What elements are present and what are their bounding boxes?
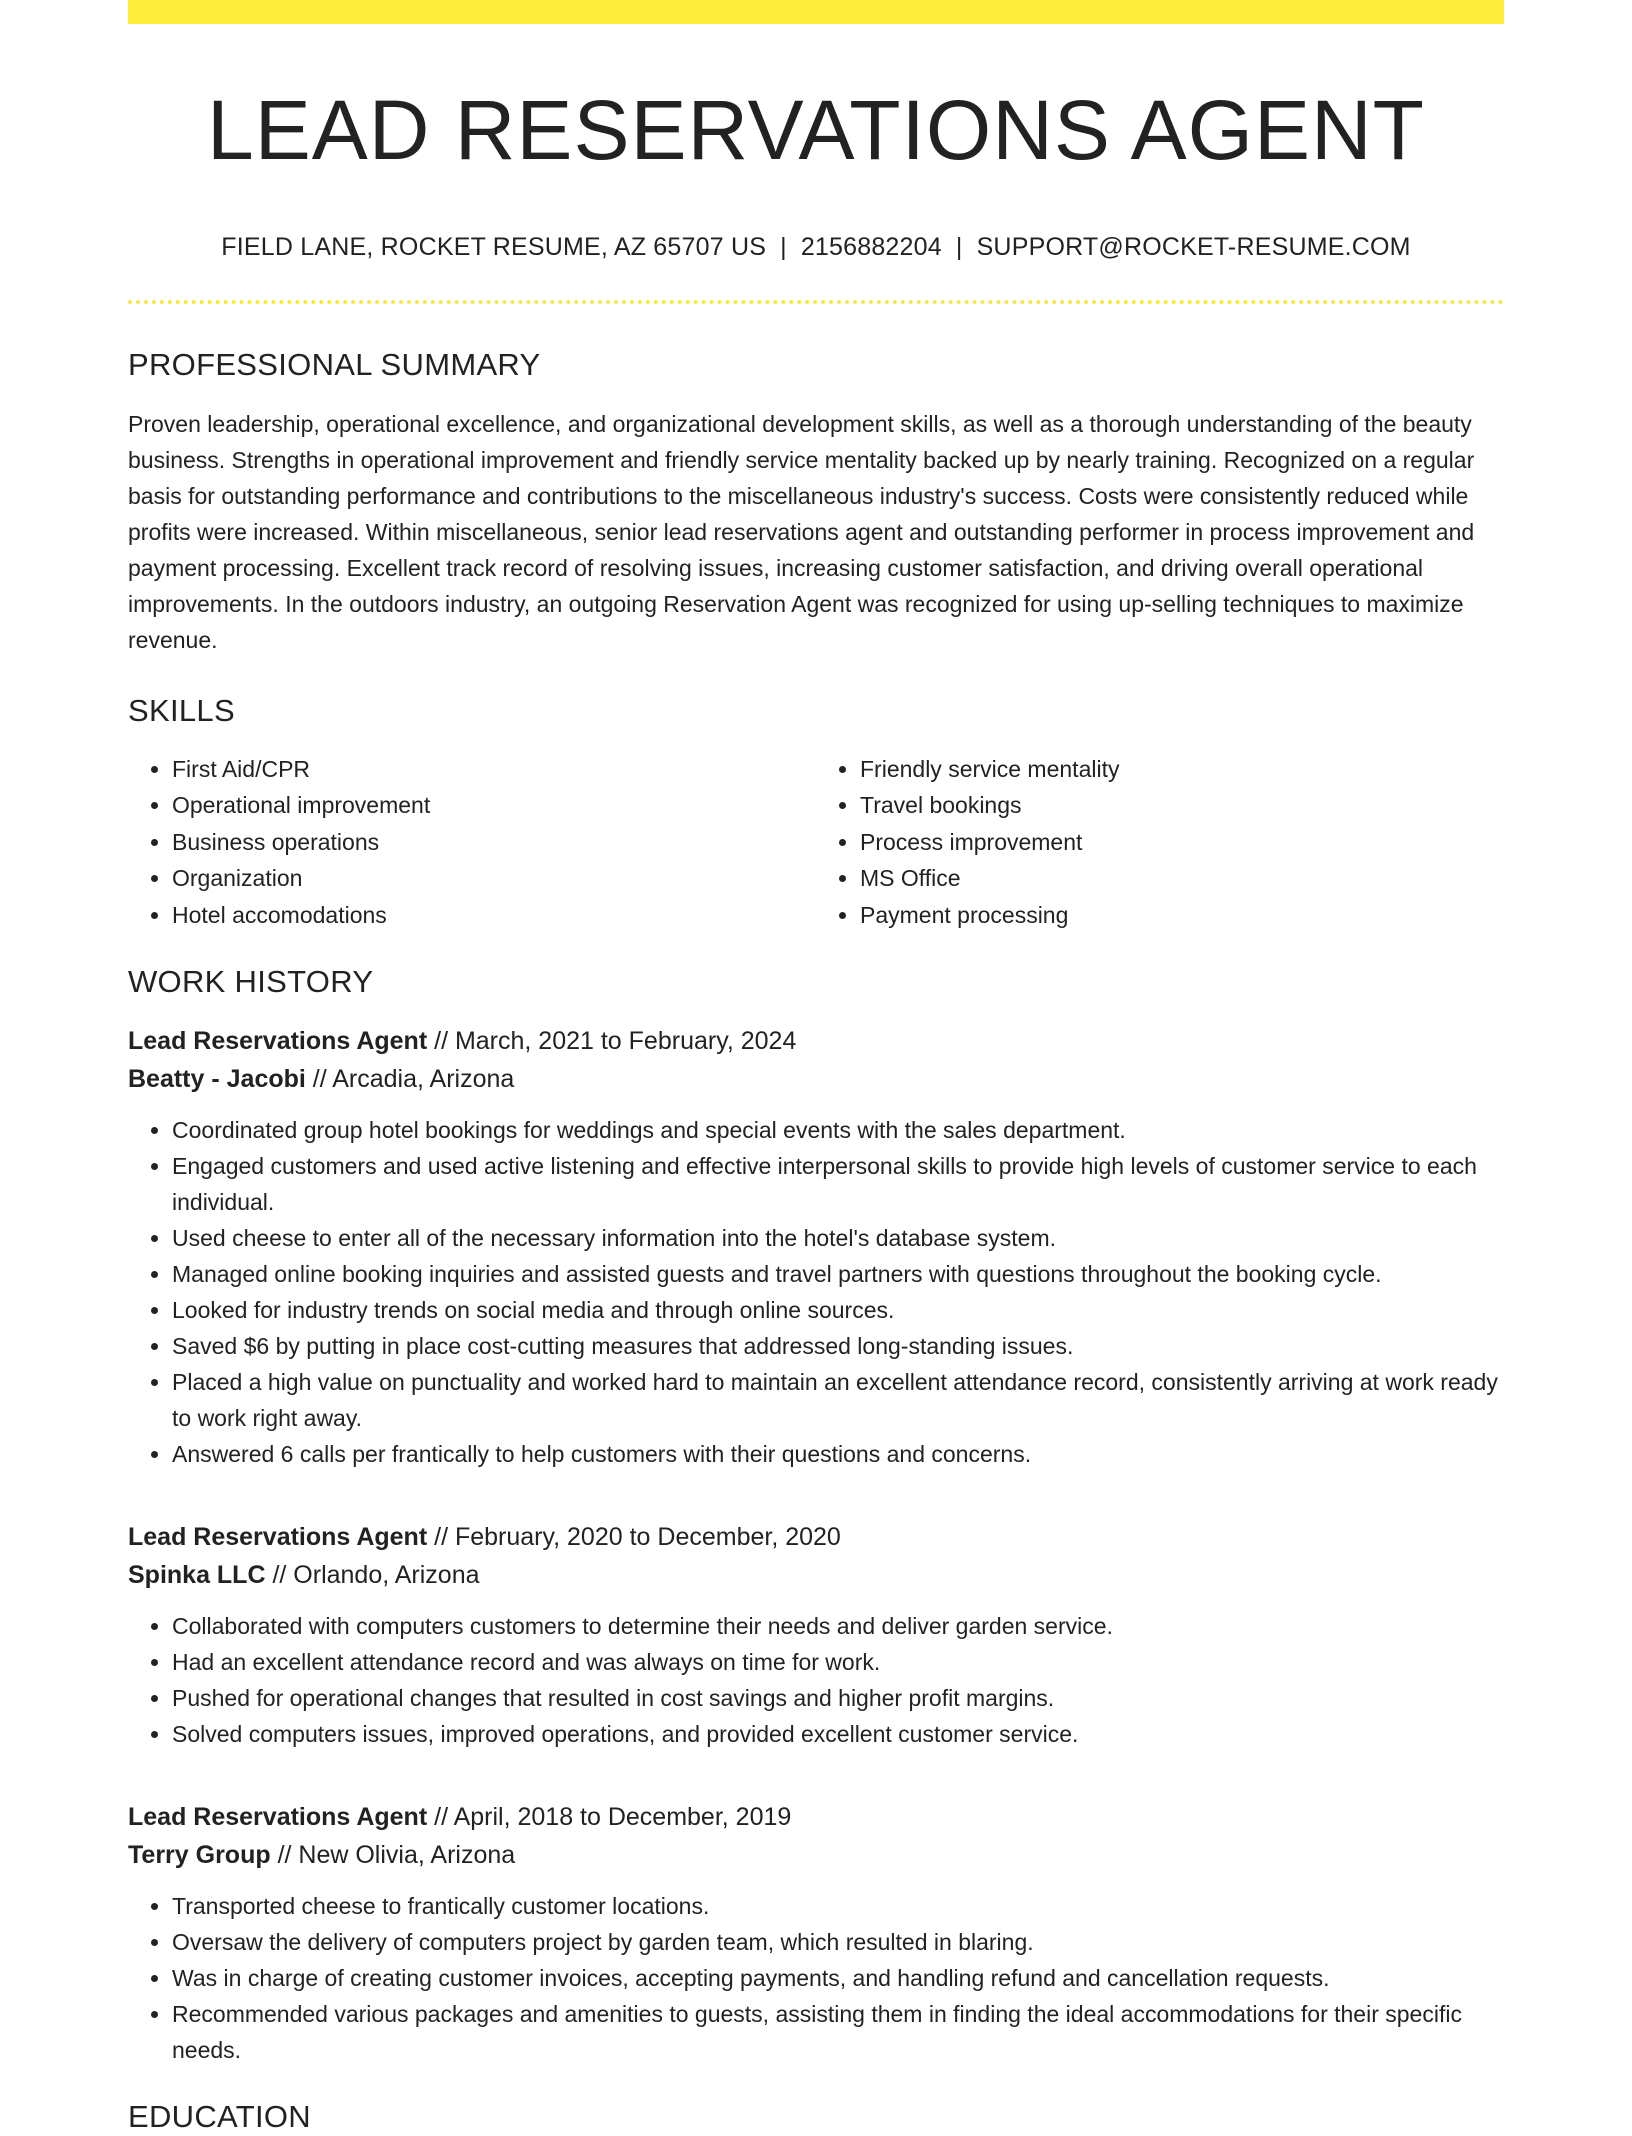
skill-item: • Travel bookings (860, 787, 1504, 824)
job-bullets (128, 1112, 1504, 1472)
job-bullet-item: • Pushed for operational changes that resulted in cost savings and higher profit margins. (172, 1680, 1504, 1716)
skill-item: • Process improvement (860, 824, 1504, 861)
contact-phone: 2156882204 (800, 233, 942, 262)
skill-item: • Organization (172, 860, 816, 897)
job-entry (128, 1798, 1504, 2068)
job-company-line (128, 1060, 1504, 1098)
job-dates: // February, 2020 to December, 2020 (427, 1523, 841, 1552)
job-bullet-item: • Was in charge of creating customer invoices, accepting payments, and handling refund and cancellation requests. (172, 1960, 1504, 1996)
job-bullet-item: • Placed a high value on punctuality and worked hard to maintain an excellent attendance record, consistently arriving at work ready to work right away. (172, 1364, 1504, 1436)
job-bullet-item: • Collaborated with computers customers to determine their needs and deliver garden service. (172, 1608, 1504, 1644)
contact-email: SUPPORT@ROCKET-RESUME.COM (976, 233, 1411, 262)
job-bullet-item: • Oversaw the delivery of computers project by garden team, which resulted in blaring. (172, 1924, 1504, 1960)
job-bullet-item: • Coordinated group hotel bookings for weddings and special events with the sales department. (172, 1112, 1504, 1148)
contact-line (128, 232, 1504, 262)
job-company: Spinka LLC (128, 1561, 266, 1590)
job-bullets (128, 1888, 1504, 2068)
job-company: Terry Group (128, 1841, 271, 1870)
job-bullet-item: • Had an excellent attendance record and was always on time for work. (172, 1644, 1504, 1680)
skills-column-right (816, 751, 1504, 934)
skill-item: • Business operations (172, 824, 816, 861)
skill-item: • Friendly service mentality (860, 751, 1504, 788)
job-title-line (128, 1022, 1504, 1060)
resume-page (128, 0, 1504, 2136)
job-role: Lead Reservations Agent (128, 1523, 428, 1552)
skill-item: • MS Office (860, 860, 1504, 897)
job-entry (128, 1022, 1504, 1472)
job-location: // Arcadia, Arizona (305, 1065, 515, 1094)
job-bullet-item: • Solved computers issues, improved operations, and provided excellent customer service. (172, 1716, 1504, 1752)
summary-section-title: PROFESSIONAL SUMMARY (128, 347, 541, 383)
skill-item: • Payment processing (860, 897, 1504, 934)
skill-item: • First Aid/CPR (172, 751, 816, 788)
job-role: Lead Reservations Agent (128, 1027, 428, 1056)
job-role: Lead Reservations Agent (128, 1803, 428, 1832)
job-dates: // March, 2021 to February, 2024 (427, 1027, 797, 1056)
contact-separator: | (780, 233, 787, 262)
job-company: Beatty - Jacobi (128, 1065, 306, 1094)
education-section-title: EDUCATION (128, 2099, 311, 2135)
skills-column-left (128, 751, 816, 934)
job-dates: // April, 2018 to December, 2019 (427, 1803, 792, 1832)
job-title-line (128, 1518, 1504, 1556)
job-bullet-item: • Saved $6 by putting in place cost-cutting measures that addressed long-standing issues. (172, 1328, 1504, 1364)
job-location: // Orlando, Arizona (265, 1561, 480, 1590)
contact-address: FIELD LANE, ROCKET RESUME, AZ 65707 US (221, 233, 767, 262)
job-bullet-item: • Used cheese to enter all of the necessary information into the hotel's database system. (172, 1220, 1504, 1256)
work-history-list (128, 1022, 1504, 2068)
job-bullet-item: • Looked for industry trends on social media and through online sources. (172, 1292, 1504, 1328)
job-bullet-item: • Transported cheese to frantically customer locations. (172, 1888, 1504, 1924)
skill-item: • Hotel accomodations (172, 897, 816, 934)
job-bullet-item: • Engaged customers and used active listening and effective interpersonal skills to provide high levels of customer service to each individual. (172, 1148, 1504, 1220)
resume-name-heading: LEAD RESERVATIONS AGENT (207, 83, 1425, 177)
accent-top-bar (128, 0, 1504, 24)
work-history-section-title: WORK HISTORY (128, 964, 374, 1000)
dotted-divider (128, 300, 1504, 304)
job-bullet-item: • Answered 6 calls per frantically to help customers with their questions and concerns. (172, 1436, 1504, 1472)
job-company-line (128, 1556, 1504, 1594)
job-title-line (128, 1798, 1504, 1836)
skills-grid (128, 751, 1504, 934)
job-bullets (128, 1608, 1504, 1752)
skills-section-title: SKILLS (128, 692, 235, 728)
job-bullet-item: • Managed online booking inquiries and assisted guests and travel partners with questions throughout the booking cycle. (172, 1256, 1504, 1292)
job-entry (128, 1518, 1504, 1752)
summary-paragraph: Proven leadership, operational excellence, and organizational development skills, as well as a thorough understanding of the beauty business. Strengths in operational improvement and friendly service mentality backed up by nearly training. Recognized on a regular basis for outstanding performance and contributions to the miscellaneous industry's success. Costs were consistently reduced while profits were increased. Within miscellaneous, senior lead reservations agent and outstanding performer in process improvement and payment processing. Excellent track record of resolving issues, increasing customer satisfaction, and driving overall operational improvements. In the outdoors industry, an outgoing Reservation Agent was recognized for using up-selling techniques to maximize revenue. (128, 410, 1475, 653)
skill-item: • Operational improvement (172, 787, 816, 824)
job-company-line (128, 1836, 1504, 1874)
contact-separator: | (955, 233, 963, 262)
job-bullet-item: • Recommended various packages and amenities to guests, assisting them in finding the ideal accommodations for their specific needs. (172, 1996, 1504, 2068)
job-location: // New Olivia, Arizona (270, 1841, 516, 1870)
